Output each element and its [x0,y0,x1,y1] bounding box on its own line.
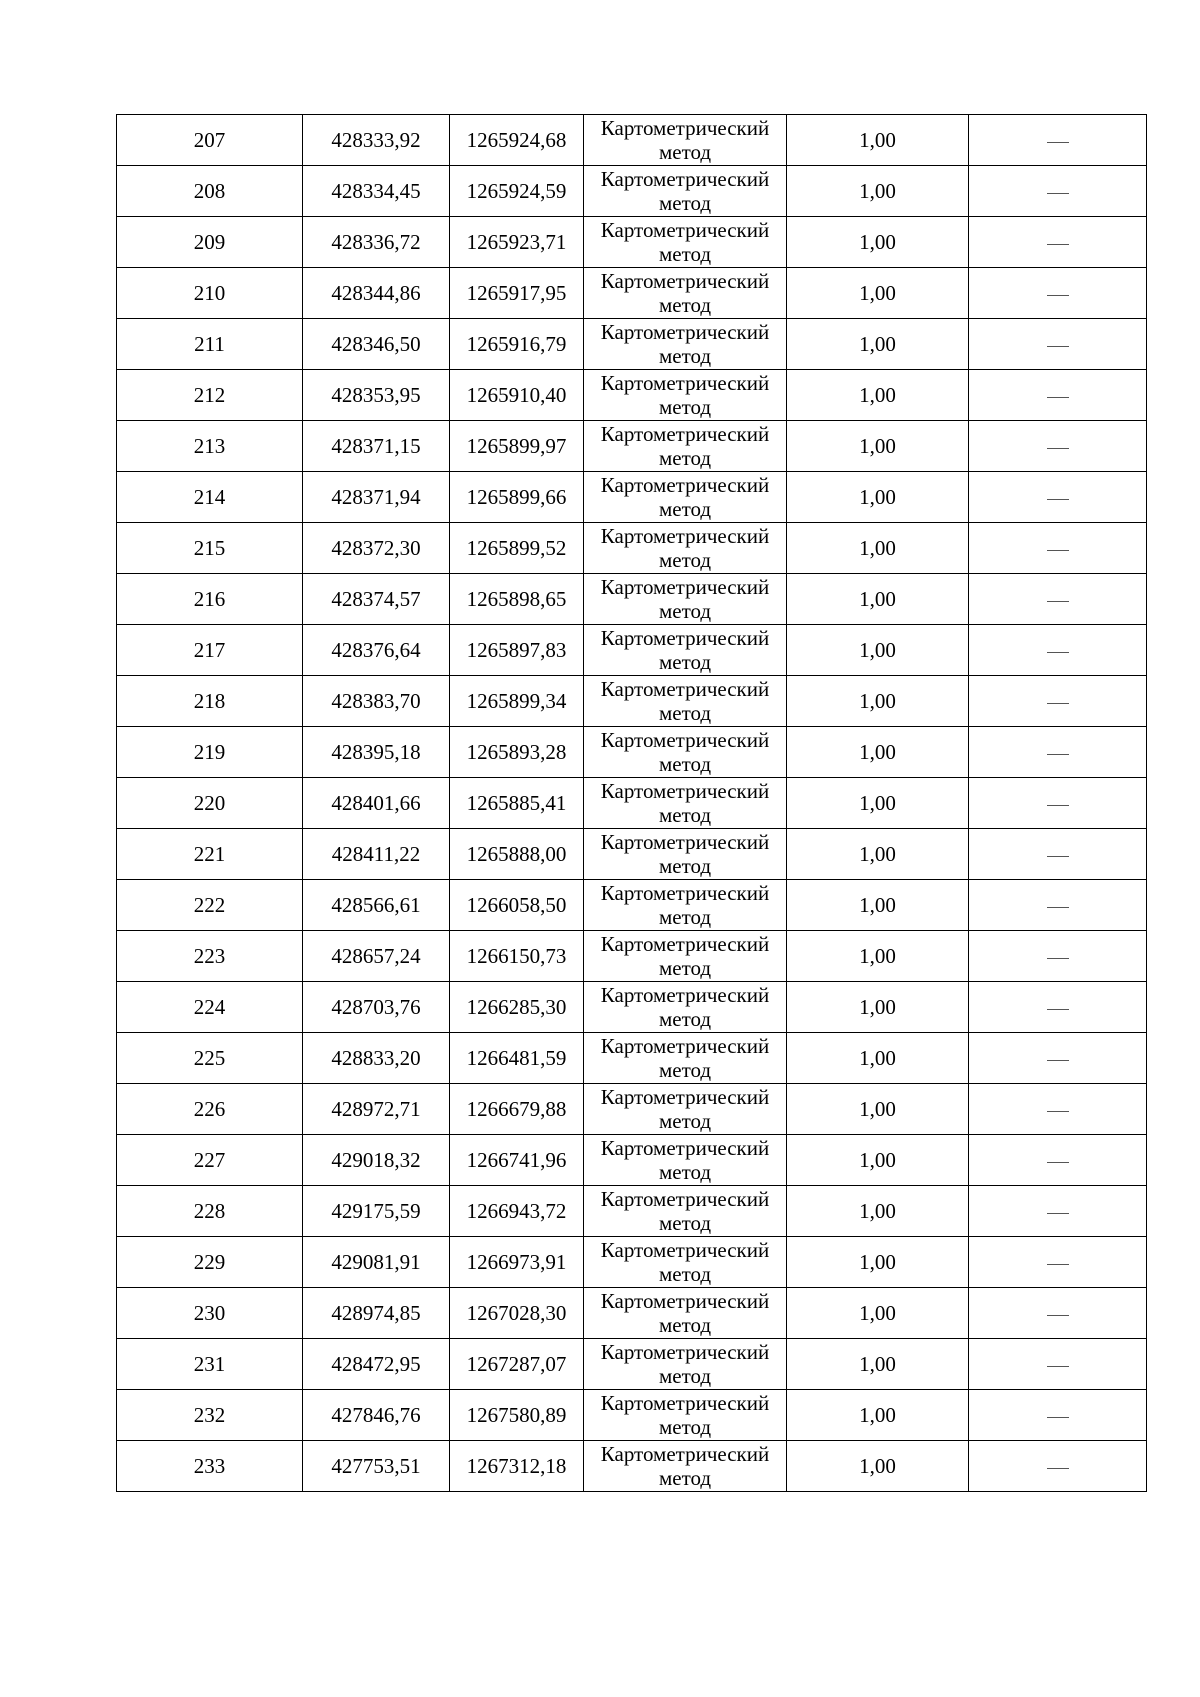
table-row [117,574,1147,625]
table-row [117,166,1147,217]
y-coordinate-cell: 1266150,73 [450,931,584,982]
note-cell [969,1186,1147,1237]
point-number-cell: 213 [117,421,303,472]
method-cell: Картометрический метод [584,1084,787,1135]
dash-mark [1047,244,1069,245]
y-coordinate-cell: 1266058,50 [450,880,584,931]
table-row [117,319,1147,370]
y-coordinate-cell: 1267312,18 [450,1441,584,1492]
note-cell [969,574,1147,625]
x-coordinate-cell: 428703,76 [303,982,450,1033]
point-number-cell: 223 [117,931,303,982]
table-row [117,982,1147,1033]
table-row [117,1033,1147,1084]
method-cell: Картометрический метод [584,880,787,931]
accuracy-cell: 1,00 [787,523,969,574]
dash-mark [1047,754,1069,755]
dash-mark [1047,601,1069,602]
dash-mark [1047,1009,1069,1010]
table-row [117,778,1147,829]
y-coordinate-cell: 1265888,00 [450,829,584,880]
table-row [117,1339,1147,1390]
x-coordinate-cell: 428346,50 [303,319,450,370]
accuracy-cell: 1,00 [787,574,969,625]
x-coordinate-cell: 429175,59 [303,1186,450,1237]
note-cell [969,727,1147,778]
point-number-cell: 211 [117,319,303,370]
accuracy-cell: 1,00 [787,1441,969,1492]
accuracy-cell: 1,00 [787,1084,969,1135]
y-coordinate-cell: 1265916,79 [450,319,584,370]
method-cell: Картометрический метод [584,1186,787,1237]
dash-mark [1047,142,1069,143]
dash-mark [1047,1468,1069,1469]
x-coordinate-cell: 428353,95 [303,370,450,421]
point-number-cell: 220 [117,778,303,829]
table-row [117,1288,1147,1339]
x-coordinate-cell: 428334,45 [303,166,450,217]
y-coordinate-cell: 1265899,97 [450,421,584,472]
note-cell [969,931,1147,982]
point-number-cell: 228 [117,1186,303,1237]
method-cell: Картометрический метод [584,931,787,982]
table-row [117,370,1147,421]
point-number-cell: 226 [117,1084,303,1135]
y-coordinate-cell: 1265893,28 [450,727,584,778]
y-coordinate-cell: 1265899,52 [450,523,584,574]
point-number-cell: 210 [117,268,303,319]
note-cell [969,1441,1147,1492]
accuracy-cell: 1,00 [787,166,969,217]
method-cell: Картометрический метод [584,1135,787,1186]
y-coordinate-cell: 1265885,41 [450,778,584,829]
x-coordinate-cell: 428974,85 [303,1288,450,1339]
accuracy-cell: 1,00 [787,115,969,166]
point-number-cell: 224 [117,982,303,1033]
dash-mark [1047,1315,1069,1316]
x-coordinate-cell: 427753,51 [303,1441,450,1492]
y-coordinate-cell: 1266679,88 [450,1084,584,1135]
dash-mark [1047,1111,1069,1112]
note-cell [969,676,1147,727]
y-coordinate-cell: 1265910,40 [450,370,584,421]
dash-mark [1047,1264,1069,1265]
note-cell [969,1084,1147,1135]
accuracy-cell: 1,00 [787,370,969,421]
point-number-cell: 209 [117,217,303,268]
note-cell [969,217,1147,268]
y-coordinate-cell: 1266741,96 [450,1135,584,1186]
table-row [117,268,1147,319]
table-row [117,1135,1147,1186]
method-cell: Картометрический метод [584,370,787,421]
note-cell [969,982,1147,1033]
table-row [117,931,1147,982]
note-cell [969,1288,1147,1339]
y-coordinate-cell: 1265924,68 [450,115,584,166]
note-cell [969,1390,1147,1441]
x-coordinate-cell: 428376,64 [303,625,450,676]
method-cell: Картометрический метод [584,166,787,217]
accuracy-cell: 1,00 [787,676,969,727]
table-row [117,115,1147,166]
point-number-cell: 212 [117,370,303,421]
accuracy-cell: 1,00 [787,1186,969,1237]
y-coordinate-cell: 1265917,95 [450,268,584,319]
note-cell [969,1237,1147,1288]
accuracy-cell: 1,00 [787,1288,969,1339]
point-number-cell: 218 [117,676,303,727]
point-number-cell: 222 [117,880,303,931]
note-cell [969,880,1147,931]
accuracy-cell: 1,00 [787,1135,969,1186]
dash-mark [1047,193,1069,194]
table-row [117,1441,1147,1492]
x-coordinate-cell: 428336,72 [303,217,450,268]
table-row [117,472,1147,523]
point-number-cell: 231 [117,1339,303,1390]
method-cell: Картометрический метод [584,727,787,778]
method-cell: Картометрический метод [584,217,787,268]
accuracy-cell: 1,00 [787,625,969,676]
method-cell: Картометрический метод [584,1288,787,1339]
method-cell: Картометрический метод [584,982,787,1033]
method-cell: Картометрический метод [584,829,787,880]
point-number-cell: 229 [117,1237,303,1288]
point-number-cell: 207 [117,115,303,166]
dash-mark [1047,1417,1069,1418]
x-coordinate-cell: 428833,20 [303,1033,450,1084]
y-coordinate-cell: 1265897,83 [450,625,584,676]
accuracy-cell: 1,00 [787,421,969,472]
y-coordinate-cell: 1267287,07 [450,1339,584,1390]
table-row [117,1186,1147,1237]
point-number-cell: 216 [117,574,303,625]
method-cell: Картометрический метод [584,1237,787,1288]
note-cell [969,115,1147,166]
method-cell: Картометрический метод [584,319,787,370]
y-coordinate-cell: 1265898,65 [450,574,584,625]
accuracy-cell: 1,00 [787,472,969,523]
point-number-cell: 221 [117,829,303,880]
note-cell [969,829,1147,880]
method-cell: Картометрический метод [584,1033,787,1084]
method-cell: Картометрический метод [584,625,787,676]
accuracy-cell: 1,00 [787,931,969,982]
accuracy-cell: 1,00 [787,829,969,880]
dash-mark [1047,1366,1069,1367]
x-coordinate-cell: 428657,24 [303,931,450,982]
accuracy-cell: 1,00 [787,268,969,319]
accuracy-cell: 1,00 [787,880,969,931]
note-cell [969,1033,1147,1084]
point-number-cell: 208 [117,166,303,217]
note-cell [969,421,1147,472]
coordinates-table [116,114,1147,1492]
x-coordinate-cell: 428395,18 [303,727,450,778]
accuracy-cell: 1,00 [787,727,969,778]
y-coordinate-cell: 1265899,34 [450,676,584,727]
dash-mark [1047,448,1069,449]
dash-mark [1047,856,1069,857]
table-row [117,1084,1147,1135]
table-row [117,676,1147,727]
dash-mark [1047,397,1069,398]
accuracy-cell: 1,00 [787,1339,969,1390]
y-coordinate-cell: 1266973,91 [450,1237,584,1288]
point-number-cell: 227 [117,1135,303,1186]
y-coordinate-cell: 1267580,89 [450,1390,584,1441]
dash-mark [1047,703,1069,704]
accuracy-cell: 1,00 [787,319,969,370]
note-cell [969,472,1147,523]
method-cell: Картометрический метод [584,523,787,574]
x-coordinate-cell: 428411,22 [303,829,450,880]
x-coordinate-cell: 428472,95 [303,1339,450,1390]
note-cell [969,523,1147,574]
x-coordinate-cell: 428374,57 [303,574,450,625]
table-row [117,1390,1147,1441]
y-coordinate-cell: 1266943,72 [450,1186,584,1237]
point-number-cell: 214 [117,472,303,523]
note-cell [969,268,1147,319]
dash-mark [1047,958,1069,959]
x-coordinate-cell: 428372,30 [303,523,450,574]
y-coordinate-cell: 1267028,30 [450,1288,584,1339]
point-number-cell: 230 [117,1288,303,1339]
dash-mark [1047,550,1069,551]
method-cell: Картометрический метод [584,1339,787,1390]
point-number-cell: 225 [117,1033,303,1084]
note-cell [969,778,1147,829]
accuracy-cell: 1,00 [787,1390,969,1441]
dash-mark [1047,1060,1069,1061]
x-coordinate-cell: 428972,71 [303,1084,450,1135]
x-coordinate-cell: 428333,92 [303,115,450,166]
point-number-cell: 215 [117,523,303,574]
x-coordinate-cell: 428371,15 [303,421,450,472]
accuracy-cell: 1,00 [787,1237,969,1288]
x-coordinate-cell: 429081,91 [303,1237,450,1288]
method-cell: Картометрический метод [584,778,787,829]
y-coordinate-cell: 1265923,71 [450,217,584,268]
dash-mark [1047,907,1069,908]
accuracy-cell: 1,00 [787,778,969,829]
y-coordinate-cell: 1266285,30 [450,982,584,1033]
table-row [117,829,1147,880]
y-coordinate-cell: 1265924,59 [450,166,584,217]
x-coordinate-cell: 429018,32 [303,1135,450,1186]
table-row [117,625,1147,676]
dash-mark [1047,1213,1069,1214]
method-cell: Картометрический метод [584,421,787,472]
method-cell: Картометрический метод [584,1441,787,1492]
x-coordinate-cell: 428344,86 [303,268,450,319]
accuracy-cell: 1,00 [787,217,969,268]
table-body [117,115,1147,1492]
x-coordinate-cell: 428566,61 [303,880,450,931]
note-cell [969,1339,1147,1390]
note-cell [969,370,1147,421]
method-cell: Картометрический метод [584,115,787,166]
point-number-cell: 219 [117,727,303,778]
point-number-cell: 217 [117,625,303,676]
table-row [117,217,1147,268]
dash-mark [1047,652,1069,653]
method-cell: Картометрический метод [584,676,787,727]
x-coordinate-cell: 428371,94 [303,472,450,523]
point-number-cell: 232 [117,1390,303,1441]
method-cell: Картометрический метод [584,472,787,523]
note-cell [969,319,1147,370]
dash-mark [1047,805,1069,806]
note-cell [969,1135,1147,1186]
accuracy-cell: 1,00 [787,1033,969,1084]
note-cell [969,166,1147,217]
dash-mark [1047,346,1069,347]
method-cell: Картометрический метод [584,268,787,319]
point-number-cell: 233 [117,1441,303,1492]
method-cell: Картометрический метод [584,1390,787,1441]
table-row [117,880,1147,931]
dash-mark [1047,499,1069,500]
y-coordinate-cell: 1265899,66 [450,472,584,523]
table-row [117,1237,1147,1288]
dash-mark [1047,1162,1069,1163]
method-cell: Картометрический метод [584,574,787,625]
table-row [117,421,1147,472]
accuracy-cell: 1,00 [787,982,969,1033]
table-row [117,523,1147,574]
table-row [117,727,1147,778]
x-coordinate-cell: 428383,70 [303,676,450,727]
x-coordinate-cell: 428401,66 [303,778,450,829]
y-coordinate-cell: 1266481,59 [450,1033,584,1084]
x-coordinate-cell: 427846,76 [303,1390,450,1441]
dash-mark [1047,295,1069,296]
note-cell [969,625,1147,676]
